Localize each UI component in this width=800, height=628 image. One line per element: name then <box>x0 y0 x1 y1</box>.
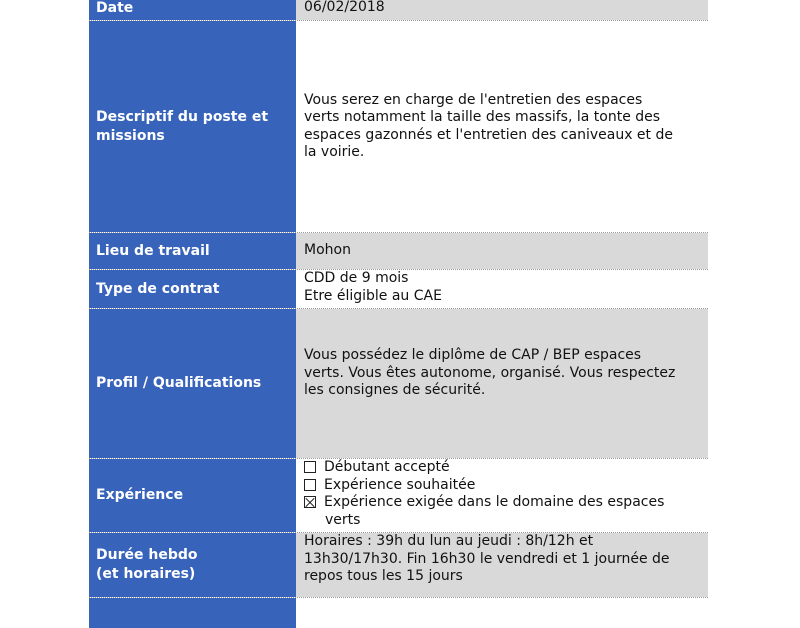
descriptif-label-line-2: missions <box>96 127 165 144</box>
experience-value <box>296 459 708 532</box>
descriptif-line-3: espaces gazonnés et l'entretien des caniveaux et de <box>304 126 673 143</box>
descriptif-line-1: Vous serez en charge de l'entretien des espaces <box>304 91 643 108</box>
experience-option-label: Expérience exigée dans le domaine des espaces <box>324 494 665 510</box>
contrat-line-1: CDD de 9 mois <box>304 270 409 286</box>
date-row <box>89 0 708 21</box>
duree-label <box>89 533 296 597</box>
descriptif-value <box>296 21 708 232</box>
next-row-label <box>89 598 296 628</box>
profil-line-3: les consignes de sécurité. <box>304 382 486 398</box>
experience-option-souhaitee[interactable] <box>304 477 664 495</box>
experience-option-label: Débutant accepté <box>324 459 450 475</box>
experience-option-exigee[interactable] <box>304 494 664 512</box>
experience-row <box>89 459 708 533</box>
lieu-label: Lieu de travail <box>89 233 296 269</box>
duree-line-3: repos tous les 15 jours <box>304 568 463 584</box>
profil-line-1: Vous possédez le diplôme de CAP / BEP espaces <box>304 347 642 363</box>
lieu-value: Mohon <box>296 233 708 269</box>
duree-label-line-1: Durée hebdo <box>96 547 198 563</box>
date-value: 06/02/2018 <box>296 0 708 20</box>
descriptif-label <box>89 21 296 232</box>
contrat-row <box>89 270 708 309</box>
next-row-value <box>296 598 708 628</box>
duree-value <box>296 533 708 597</box>
experience-option-continuation: verts <box>325 511 361 528</box>
descriptif-label-line-1: Descriptif du poste et <box>96 108 269 125</box>
duree-row <box>89 533 708 598</box>
duree-label-line-2: (et horaires) <box>96 566 196 582</box>
profil-label: Profil / Qualifications <box>89 309 296 458</box>
profil-line-2: verts. Vous êtes autonome, organisé. Vous respectez <box>304 364 676 381</box>
contrat-label: Type de contrat <box>89 270 296 308</box>
date-label: Date <box>89 0 296 20</box>
checked-checkbox-icon[interactable] <box>304 496 316 508</box>
lieu-row <box>89 233 708 270</box>
checkbox-icon[interactable] <box>304 479 316 491</box>
experience-option-label: Expérience souhaitée <box>324 476 476 493</box>
profil-row <box>89 309 708 459</box>
profil-value <box>296 309 708 458</box>
experience-label: Expérience <box>89 459 296 532</box>
checkbox-icon[interactable] <box>304 461 316 473</box>
descriptif-line-2: verts notamment la taille des massifs, la tonte des <box>304 109 661 125</box>
duree-line-1: Horaires : 39h du lun au jeudi : 8h/12h et <box>304 533 594 549</box>
contrat-value <box>296 270 708 308</box>
descriptif-line-4: la voirie. <box>304 144 365 160</box>
contrat-line-2: Etre éligible au CAE <box>304 287 442 304</box>
experience-option-debutant[interactable] <box>304 459 664 477</box>
descriptif-row <box>89 21 708 233</box>
next-row <box>89 598 708 628</box>
duree-line-2: 13h30/17h30. Fin 16h30 le vendredi et 1 journée de <box>304 550 670 567</box>
job-offer-table <box>89 0 708 628</box>
